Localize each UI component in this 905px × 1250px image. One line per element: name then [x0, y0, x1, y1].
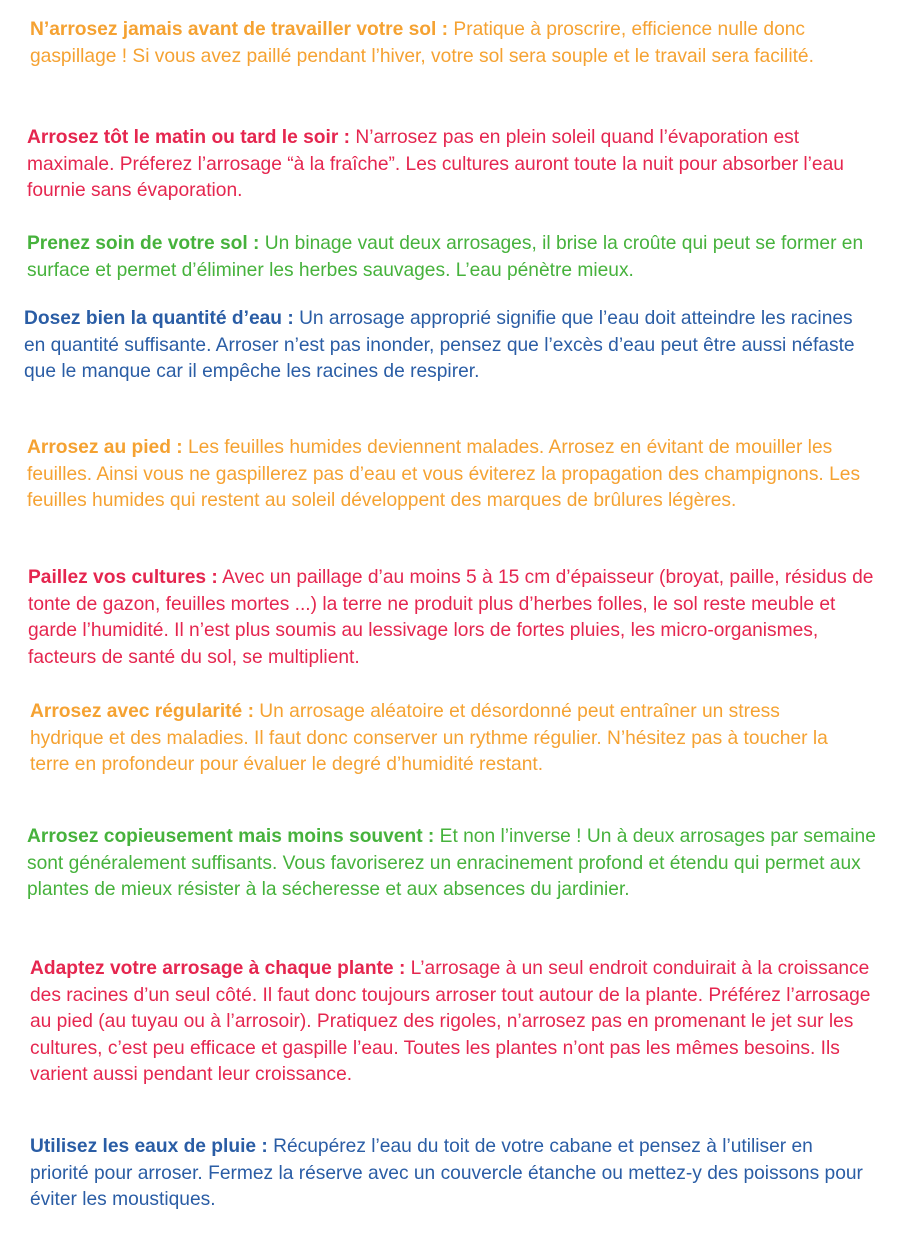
- tip-water-copiously: [27, 824, 882, 904]
- tip-heading: Adaptez votre arrosage à chaque plante :: [30, 958, 406, 979]
- tip-heading: Dosez bien la quantité d’eau :: [24, 308, 294, 329]
- tip-heading: Arrosez copieusement mais moins souvent :: [27, 826, 435, 847]
- tip-use-rainwater: [30, 1134, 875, 1214]
- tip-text: Avec un paillage d’au moins 5 à 15 cm d’épaisseur (broyat, paille, résidus de tonte de gazon, feuilles mortes ...) la terre ne produit plus d’herbes folles, le sol reste meuble et garde l’humidité. Il n’est plus soumis au lessivage lors de fortes pluies, les micro-organismes, facteurs de santé du sol, se multiplient.: [28, 567, 874, 668]
- tip-heading: Prenez soin de votre sol :: [27, 233, 260, 254]
- tip-water-regularly: [30, 699, 858, 779]
- tip-text: Un arrosage approprié signifie que l’eau doit atteindre les racines en quantité suffisante. Arroser n’est pas inonder, pensez que l’excès d’eau peut être aussi néfaste que le manque car il empêche les racines de respirer.: [24, 308, 855, 382]
- tip-heading: Paillez vos cultures :: [28, 567, 218, 588]
- tip-text: Un arrosage aléatoire et désordonné peut entraîner un stress hydrique et des maladies. Il faut donc conserver un rythme régulier. N’hésitez pas à toucher la terre en profondeur pour évaluer le degré d’humidité restant.: [30, 701, 828, 775]
- tip-text: Et non l’inverse ! Un à deux arrosages par semaine sont généralement suffisants. Vous favoriserez un enracinement profond et étendu qui permet aux plantes de mieux résister à la sécheresse et aux absences du jardinier.: [27, 826, 876, 900]
- tip-dose-water-quantity: [24, 306, 870, 386]
- tip-heading: N’arrosez jamais avant de travailler votre sol :: [30, 19, 449, 40]
- tip-text: N’arrosez pas en plein soleil quand l’évaporation est maximale. Préferez l’arrosage “à la fraîche”. Les cultures auront toute la nuit pour absorber l’eau fournie sans évaporation.: [27, 127, 844, 201]
- tip-no-water-before-soil-work: [30, 17, 882, 70]
- tip-adapt-watering: [30, 956, 882, 1089]
- tip-water-early-or-late: [27, 125, 879, 205]
- tip-heading: Arrosez au pied :: [27, 437, 183, 458]
- tip-heading: Arrosez tôt le matin ou tard le soir :: [27, 127, 351, 148]
- tip-text: Pratique à proscrire, efficience nulle donc gaspillage ! Si vous avez paillé pendant l’hiver, votre sol sera souple et le travail sera facilité.: [30, 19, 814, 67]
- tip-heading: Arrosez avec régularité :: [30, 701, 254, 722]
- tip-text: Un binage vaut deux arrosages, il brise la croûte qui peut se former en surface et permet d’éliminer les herbes sauvages. L’eau pénètre mieux.: [27, 233, 864, 281]
- tip-text: Récupérez l’eau du toit de votre cabane et pensez à l’utiliser en priorité pour arroser. Fermez la réserve avec un couvercle étanche ou mettez-y des poissons pour éviter les moustiques.: [30, 1136, 863, 1210]
- tip-mulch-crops: [28, 565, 883, 671]
- tip-text: L’arrosage à un seul endroit conduirait à la croissance des racines d’un seul côté. Il faut donc toujours arroser tout autour de la plante. Préférez l’arrosage au pied (au tuyau ou à l’arrosoir). Pratiquez des rigoles, n’arrosez pas en promenant le jet sur les cultures, c’est peu efficace et gaspille l’eau. Toutes les plantes n’ont pas les mêmes besoins. Ils varient aussi pendant leur croissance.: [30, 958, 871, 1085]
- tip-water-at-foot: [27, 435, 883, 515]
- tip-care-for-soil: [27, 231, 882, 284]
- tip-text: Les feuilles humides deviennent malades. Arrosez en évitant de mouiller les feuilles. Ainsi vous ne gaspillerez pas d’eau et vous éviterez la propagation des champignons. Les feuilles humides qui restent au soleil développent des marques de brûlures légères.: [27, 437, 861, 511]
- tip-heading: Utilisez les eaux de pluie :: [30, 1136, 268, 1157]
